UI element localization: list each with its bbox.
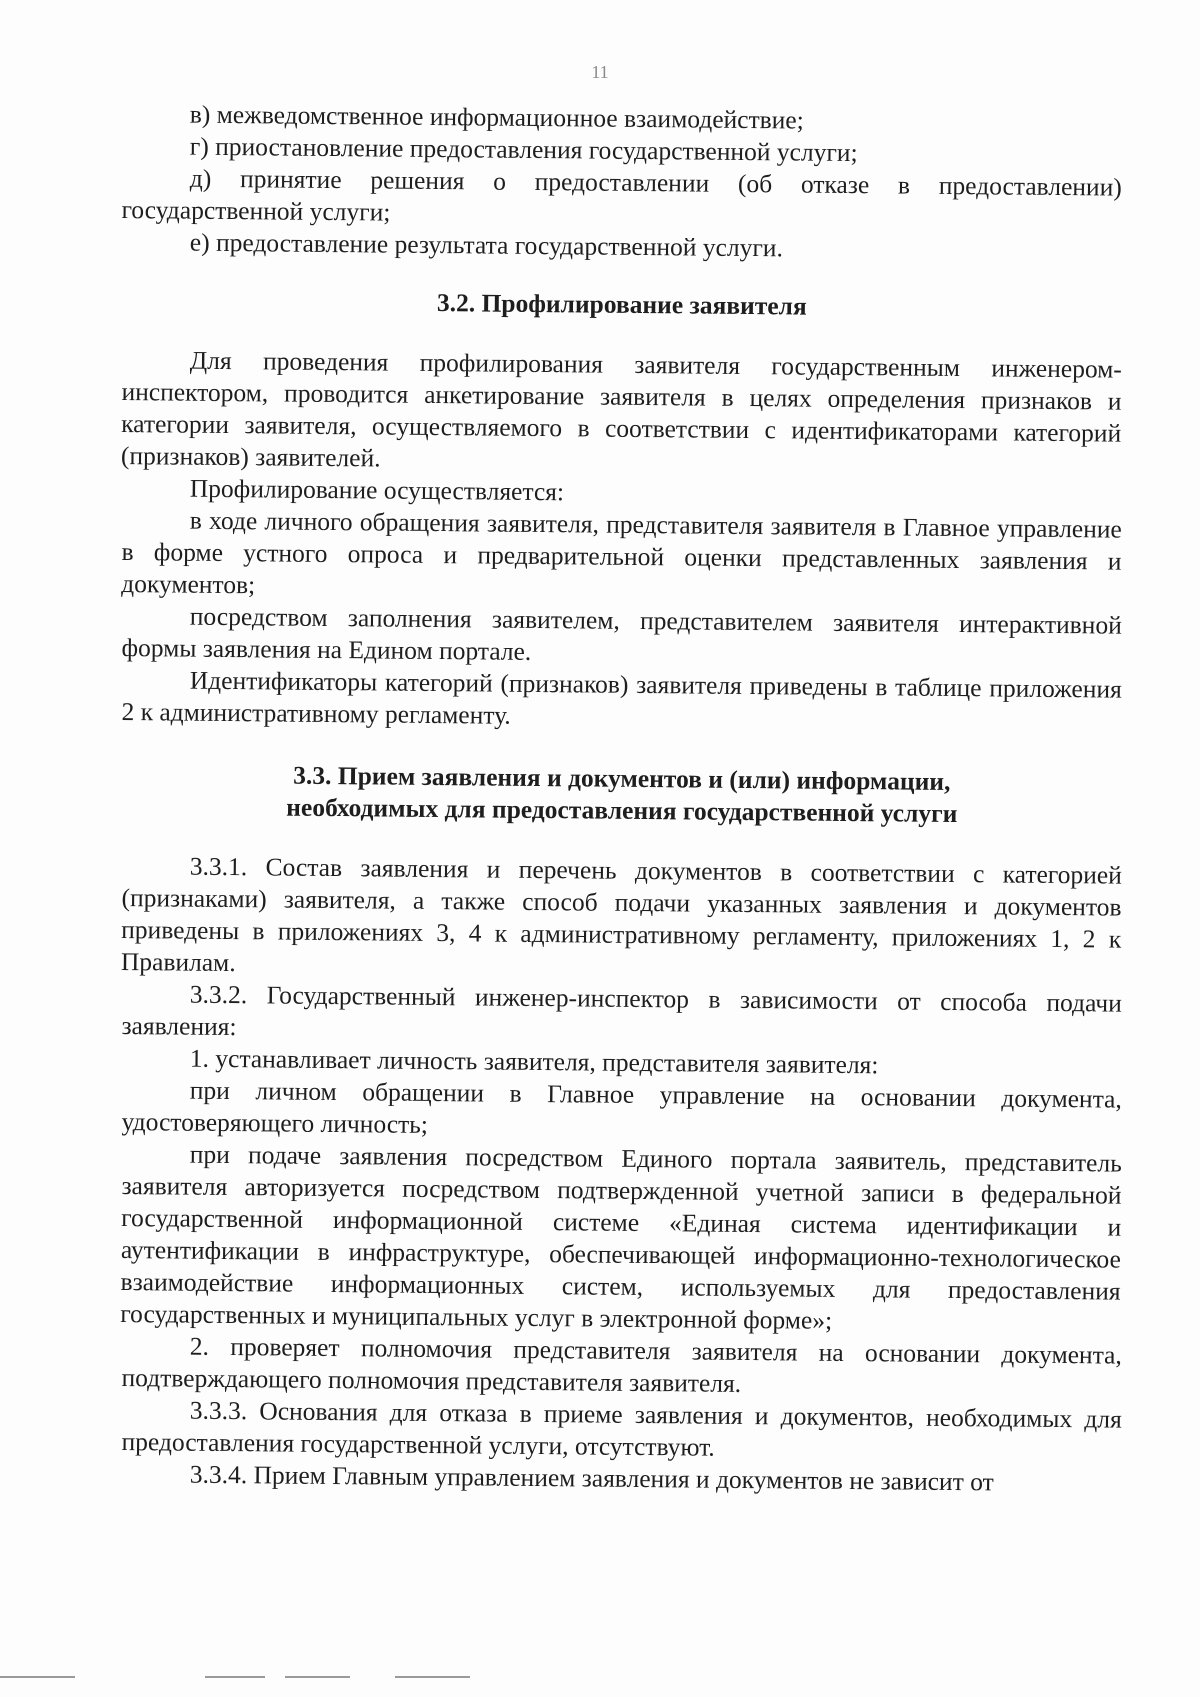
paragraph: 3.3.2. Государственный инженер-инспектор в зависимости от способа подачи заявления: [121, 979, 1122, 1042]
scan-mark [285, 1676, 350, 1678]
section-heading-3-3-line1: 3.3. Прием заявления и документов и (или) информации, [293, 760, 951, 796]
section-heading-3-2: 3.2. Профилирование заявителя [436, 288, 807, 321]
paragraph: Для проведения профилирования заявителя государственным инженером-инспектором, проводится анкетирование заявителя в целях определения признаков и категории заявителя, осуществляемого в соответствии с идентификаторами категорий (признаков) заявителей. [120, 345, 1122, 473]
document-body [120, 98, 1122, 1497]
page-number: 11 [591, 62, 609, 82]
scan-edge-marks [0, 1672, 1200, 1682]
paragraph: 1. устанавливает личность заявителя, представителя заявителя: [189, 1043, 879, 1080]
paragraph: 3.3.1. Состав заявления и перечень документов в соответствии с категорией (признаками) заявителя, а также способ подачи указанных заявления и документов приведены в приложениях 3, 4 к административному регламенту, приложениях 1, 2 к Правилам. [120, 851, 1122, 978]
list-item: г) приостановление предоставления государственной услуги; [189, 131, 858, 168]
paragraph: 3.3.4. Прием Главным управлением заявления и документов не зависит от [189, 1459, 994, 1497]
paragraph: при личном обращении в Главное управление на основании документа, удостоверяющего личность; [121, 1075, 1122, 1139]
list-item: е) предоставление результата государственной услуги. [189, 227, 784, 263]
paragraph: посредством заполнения заявителем, представителем заявителя интерактивной формы заявления на Едином портале. [121, 601, 1122, 666]
paragraph: Профилирование осуществляется: [189, 473, 565, 507]
scan-mark [0, 1676, 75, 1678]
paragraph: Идентификаторы категорий (признаков) заявителя приведены в таблице приложения 2 к административному регламенту. [121, 665, 1122, 730]
list-item: д) принятие решения о предоставлении (об отказе в предоставлении) государственной услуги; [121, 163, 1122, 227]
paragraph: 3.3.3. Основания для отказа в приеме заявления и документов, необходимых для предоставления государственной услуги, отсутствуют. [121, 1395, 1122, 1462]
section-heading-3-3-line2: необходимых для предоставления государственной услуги [286, 792, 958, 829]
paragraph: 2. проверяет полномочия представителя заявителя на основании документа, подтверждающего полномочия представителя заявителя. [121, 1331, 1122, 1398]
scan-mark [395, 1676, 470, 1678]
list-item: в) межведомственное информационное взаимодействие; [189, 99, 804, 135]
scan-mark [205, 1676, 265, 1678]
paragraph: при подаче заявления посредством Единого портала заявитель, представитель заявителя авторизуется посредством подтвержденной учетной записи в федеральной государственной информационной системе «Единая система идентификации и аутентификации в инфраструктуре, обеспечивающей информационно-технологическое взаимодействие информационных систем, используемых для предоставления государственных и муниципальных услуг в электронной форме»; [120, 1139, 1122, 1335]
paragraph: в ходе личного обращения заявителя, представителя заявителя в Главное управление в форме устного опроса и предварительной оценки представленных заявления и документов; [121, 505, 1122, 600]
